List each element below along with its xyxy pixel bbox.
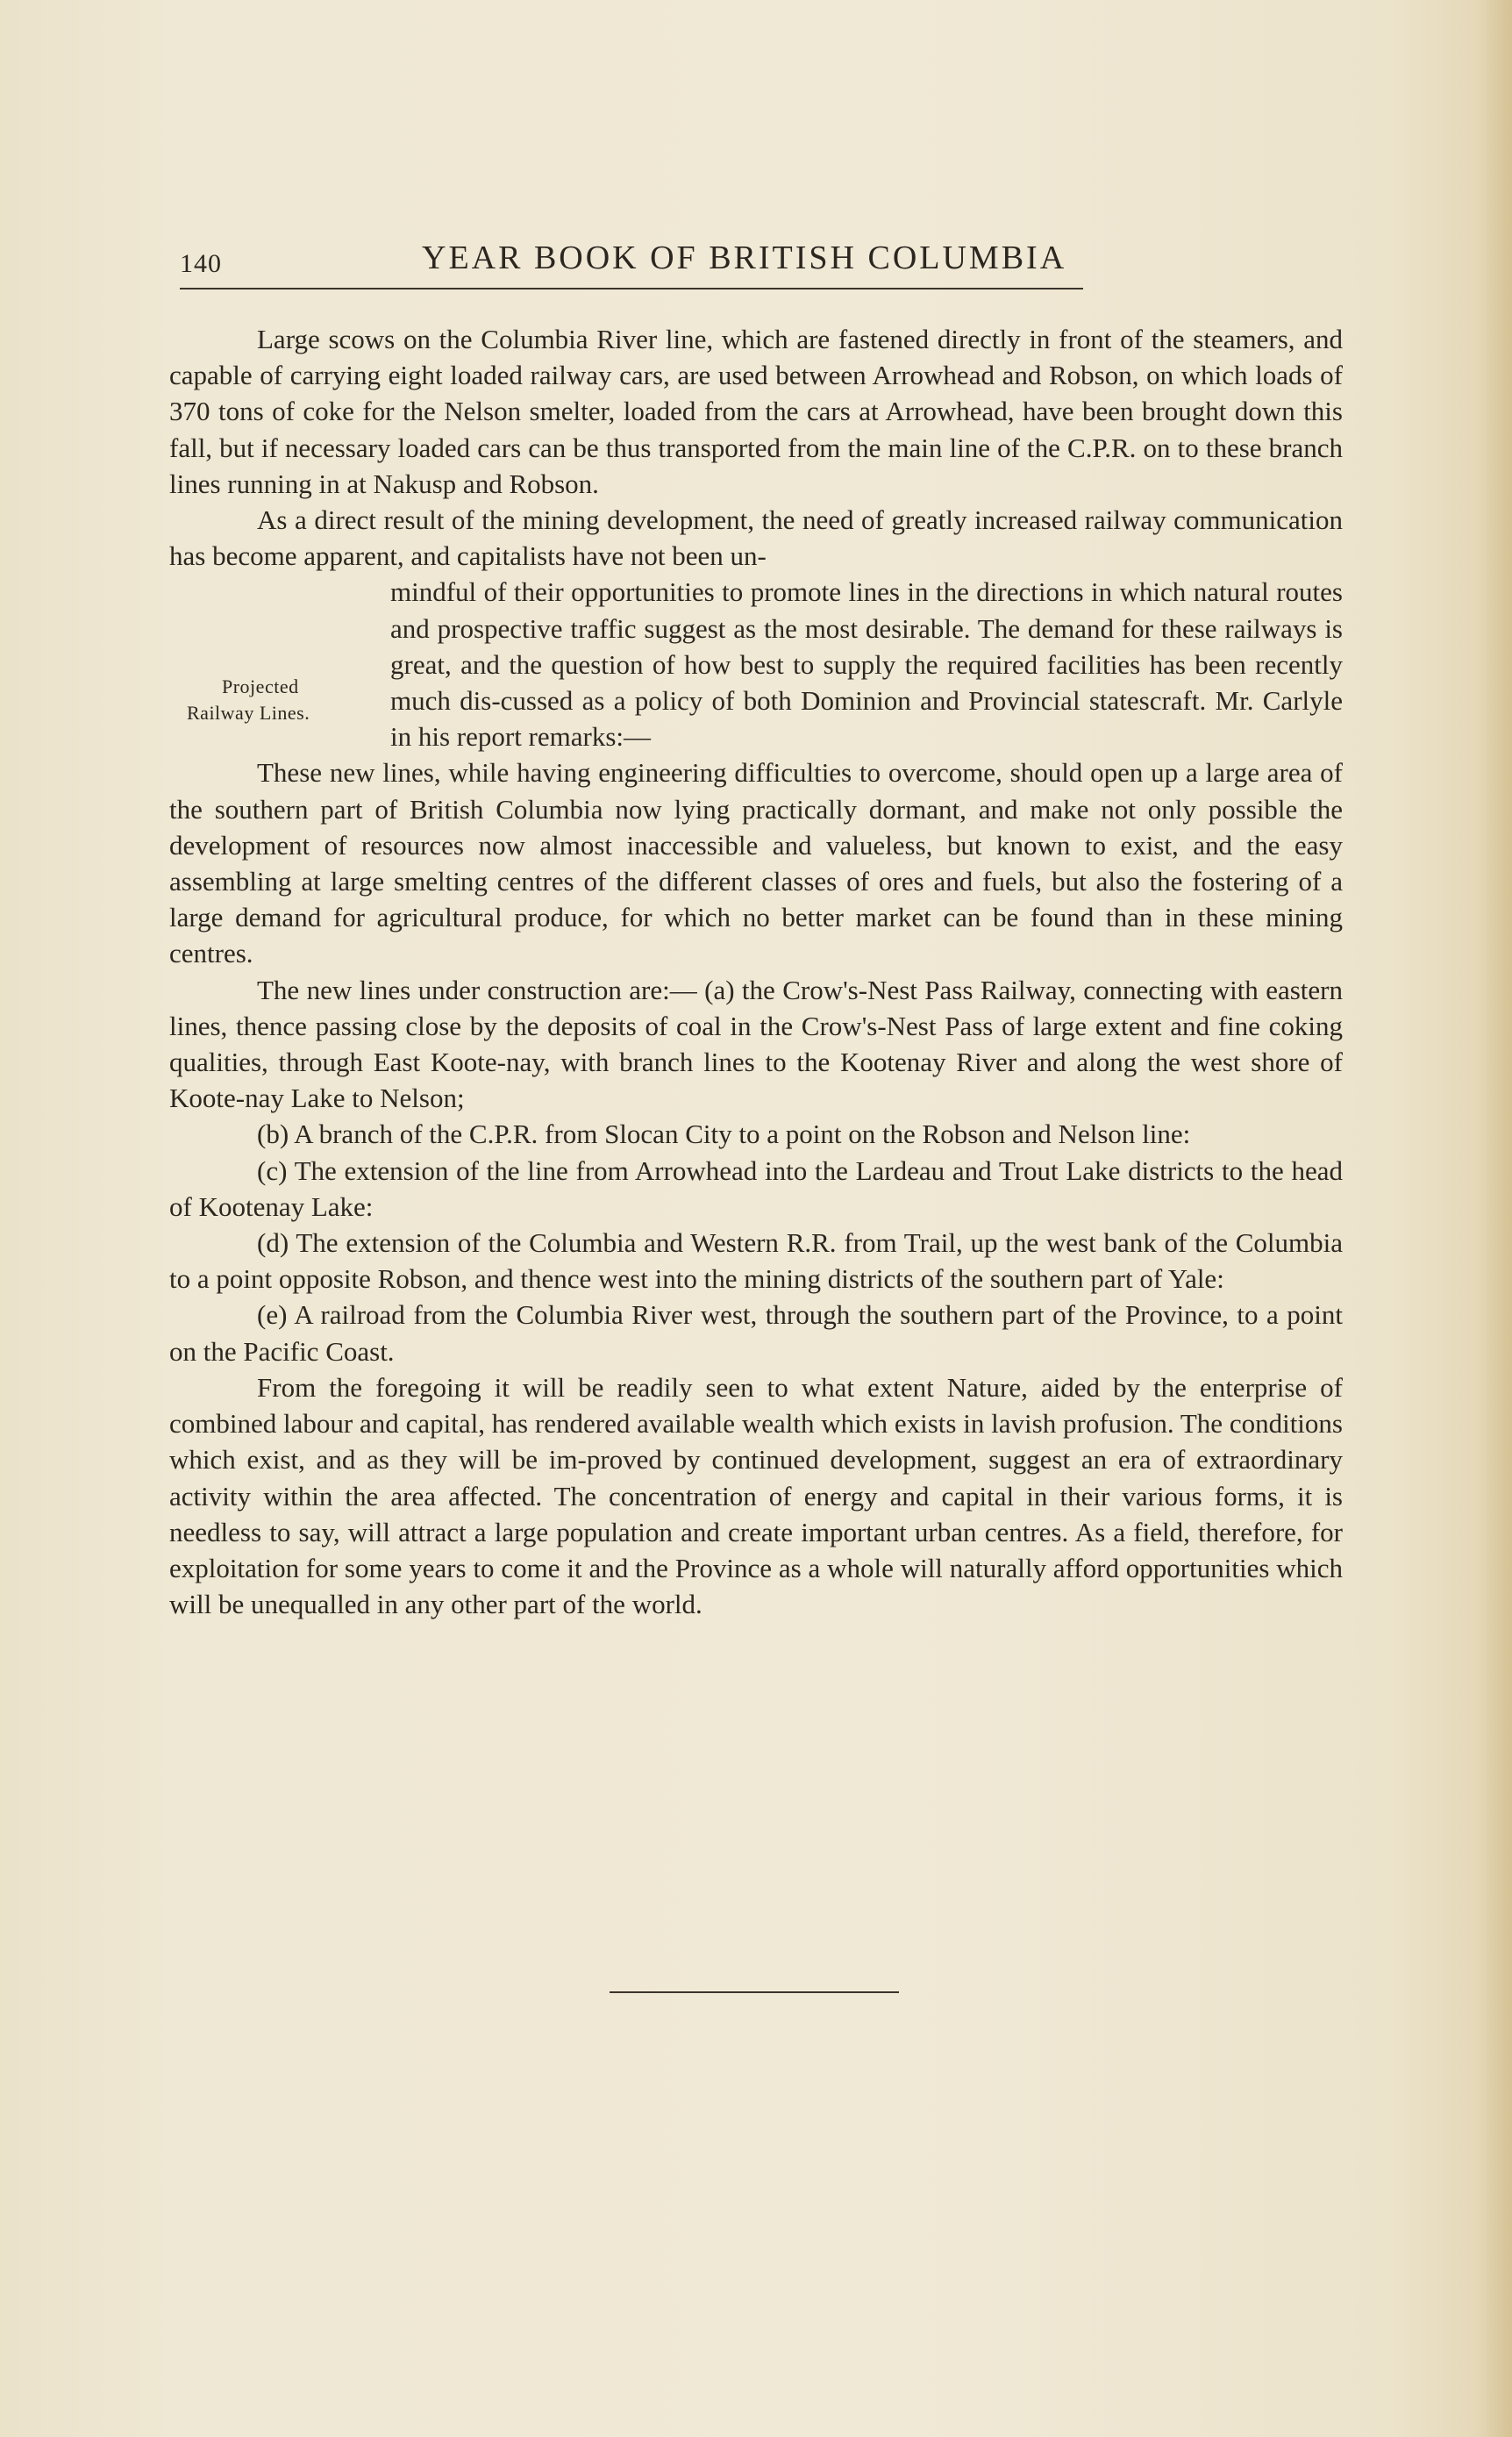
margin-note-line-2: Railway Lines.: [187, 702, 310, 725]
paragraph-carlyle-quote: These new lines, while having engineering difficulties to overcome, should open up a large area of the southern part of British Columbia now lying practically dormant, and make not only possible the development of resources now almost inaccessible and valueless, but known to exist, and the easy assembling at large smelting centres of the different classes of ores and fuels, but also the fostering of a large demand for agricultural produce, for which no better market can be found than in these mining centres.: [169, 757, 1343, 969]
paragraph-item-b: (b) A branch of the C.P.R. from Slocan City to a point on the Robson and Nelson line:: [257, 1118, 1191, 1150]
page-edge-shadow: [1477, 0, 1512, 2437]
margin-note-line-1: Projected: [222, 675, 299, 698]
paragraph-item-c: (c) The extension of the line from Arrowhead into the Lardeau and Trout Lake districts to the head of Kootenay Lake:: [169, 1154, 1343, 1222]
closing-rule: [610, 1991, 899, 1993]
page-header: [180, 239, 1083, 291]
paragraph-item-d: (d) The extension of the Columbia and Western R.R. from Trail, up the west bank of the Columbia to a point opposite Robson, and thence west into the mining districts of the southern part of Yale:: [169, 1227, 1343, 1295]
paragraph-item-e: (e) A railroad from the Columbia River west, through the southern part of the Province, to a point on the Pacific Coast.: [169, 1299, 1343, 1367]
paragraph-conclusion: From the foregoing it will be readily seen to what extent Nature, aided by the enterprise of combined labour and capital, has rendered available wealth which exists in lavish profusion. The conditions which exist, and as they will be im-proved by continued development, suggest an era of extraordinary activity within the area affected. The concentration of energy and capital in their various forms, it is needless to say, will attract a large population and create important urban centres. As a field, therefore, for exploitation for some years to come it and the Province as a whole will naturally afford opportunities which will be unequalled in any other part of the world.: [169, 1371, 1343, 1620]
page-number: 140: [180, 249, 222, 278]
paragraph-new-lines: The new lines under construction are:— (a) the Crow's-Nest Pass Railway, connecting with eastern lines, thence passing close by the deposits of coal in the Crow's-Nest Pass of large extent and fine coking qualities, through East Koote-nay, with branch lines to the Kootenay River and along the west shore of Koote-nay Lake to Nelson;: [169, 974, 1343, 1114]
paragraph-scows: Large scows on the Columbia River line, which are fastened directly in front of the steamers, and capable of carrying eight loaded railway cars, are used between Arrowhead and Robson, on which loads of 370 tons of coke for the Nelson smelter, loaded from the cars at Arrowhead, have been brought down this fall, but if necessary loaded cars can be thus transported from the main line of the C.P.R. on to these branch lines running in at Nakusp and Robson.: [169, 324, 1343, 499]
paragraph-railway-intro: As a direct result of the mining development, the need of greatly increased railway communication has become apparent, and capitalists have not been un-: [169, 504, 1343, 572]
header-rule: [180, 288, 1083, 289]
paragraph-railway-continued: mindful of their opportunities to promote lines in the directions in which natural routes and prospective traffic suggest as the most desirable. The demand for these railways is great, and the question of how best to supply the required facilities has been recently much dis-cussed as a policy of both Dominion and Provincial statescraft. Mr. Carlyle in his report remarks:—: [390, 576, 1343, 753]
body-text: [169, 321, 1343, 1622]
margin-note-projected-railway-lines: [169, 574, 389, 754]
running-title: YEAR BOOK OF BRITISH COLUMBIA: [422, 239, 1067, 276]
